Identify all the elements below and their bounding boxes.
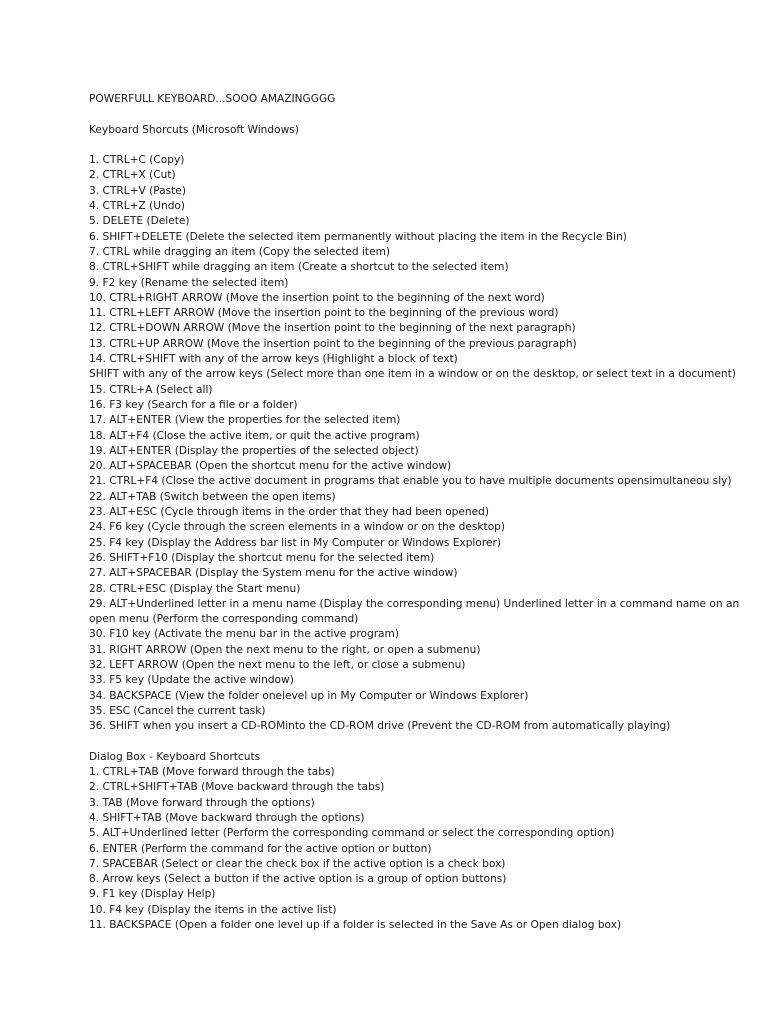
list-item: 35. ESC (Cancel the current task) [89, 704, 266, 717]
list-item: 26. SHIFT+F10 (Display the shortcut menu for the selected item) [89, 551, 435, 564]
list-item: 31. RIGHT ARROW (Open the next menu to the right, or open a submenu) [89, 643, 481, 656]
list-item: 11. BACKSPACE (Open a folder one level up if a folder is selected in the Save As or Open dialog box) [89, 919, 622, 932]
list-item: 14. CTRL+SHIFT with any of the arrow keys (Highlight a block of text) [89, 353, 458, 366]
list-item: 17. ALT+ENTER (View the properties for the selected item) [89, 414, 401, 427]
list-item: 18. ALT+F4 (Close the active item, or quit the active program) [89, 429, 420, 442]
list-item: 2. CTRL+SHIFT+TAB (Move backward through the tabs) [89, 781, 385, 794]
list-item: 4. SHIFT+TAB (Move backward through the options) [89, 811, 365, 824]
list-item: 32. LEFT ARROW (Open the next menu to the left, or close a submenu) [89, 658, 466, 671]
list-item: SHIFT with any of the arrow keys (Select more than one item in a window or on the desktop, or select text in a document) [89, 368, 736, 381]
list-item: 10. F4 key (Display the items in the active list) [89, 903, 337, 916]
list-item: 11. CTRL+LEFT ARROW (Move the insertion point to the beginning of the previous word) [89, 307, 559, 320]
list-item: 20. ALT+SPACEBAR (Open the shortcut menu for the active window) [89, 460, 452, 473]
list-item: 10. CTRL+RIGHT ARROW (Move the insertion point to the beginning of the next word) [89, 291, 545, 304]
list-item: 1. CTRL+C (Copy) [89, 154, 185, 167]
dialog-box-shortcuts-list [89, 765, 759, 933]
list-item: 33. F5 key (Update the active window) [89, 674, 294, 687]
list-item: 21. CTRL+F4 (Close the active document in programs that enable you to have multiple documents opensimultaneou sly) [89, 475, 732, 488]
blank-line [89, 734, 759, 749]
list-item: 8. Arrow keys (Select a button if the active option is a group of option buttons) [89, 873, 507, 886]
list-item: 15. CTRL+A (Select all) [89, 383, 213, 396]
list-item: 7. CTRL while dragging an item (Copy the selected item) [89, 245, 391, 258]
section-heading-dialog-box-shortcuts: Dialog Box - Keyboard Shortcuts [89, 750, 261, 763]
list-item: 23. ALT+ESC (Cycle through items in the order that they had been opened) [89, 506, 489, 519]
list-item: 1. CTRL+TAB (Move forward through the tabs) [89, 766, 335, 779]
list-item: 4. CTRL+Z (Undo) [89, 200, 186, 213]
list-item: 30. F10 key (Activate the menu bar in the active program) [89, 628, 400, 641]
list-item: 36. SHIFT when you insert a CD-ROMinto the CD-ROM drive (Prevent the CD-ROM from automatically playing) [89, 720, 671, 733]
list-item: 5. DELETE (Delete) [89, 215, 190, 228]
list-item: 8. CTRL+SHIFT while dragging an item (Create a shortcut to the selected item) [89, 261, 509, 274]
list-item: open menu (Perform the corresponding command) [89, 613, 359, 626]
list-item: 28. CTRL+ESC (Display the Start menu) [89, 582, 301, 595]
list-item: 3. CTRL+V (Paste) [89, 184, 186, 197]
blank-line [89, 138, 759, 153]
list-item: 29. ALT+Underlined letter in a menu name (Display the corresponding menu) Underlined letter in a command name on an [89, 597, 740, 610]
blank-line [89, 107, 759, 122]
list-item: 6. ENTER (Perform the command for the active option or button) [89, 842, 432, 855]
list-item: 25. F4 key (Display the Address bar list in My Computer or Windows Explorer) [89, 536, 501, 549]
list-item: 13. CTRL+UP ARROW (Move the insertion point to the beginning of the previous paragraph) [89, 337, 577, 350]
document-title: POWERFULL KEYBOARD...SOOO AMAZINGGGG [89, 93, 336, 105]
list-item: 3. TAB (Move forward through the options) [89, 796, 315, 809]
keyboard-shortcuts-list [89, 153, 759, 734]
list-item: 9. F1 key (Display Help) [89, 888, 216, 901]
list-item: 34. BACKSPACE (View the folder onelevel up in My Computer or Windows Explorer) [89, 689, 529, 702]
document-body [89, 92, 759, 933]
list-item: 7. SPACEBAR (Select or clear the check box if the active option is a check box) [89, 857, 506, 870]
list-item: 9. F2 key (Rename the selected item) [89, 276, 289, 289]
section-heading-keyboard-shortcuts: Keyboard Shorcuts (Microsoft Windows) [89, 123, 299, 136]
list-item: 12. CTRL+DOWN ARROW (Move the insertion point to the beginning of the next paragraph) [89, 322, 576, 335]
list-item: 5. ALT+Underlined letter (Perform the corresponding command or select the corresponding option) [89, 827, 615, 840]
list-item: 16. F3 key (Search for a file or a folder) [89, 398, 298, 411]
list-item: 24. F6 key (Cycle through the screen elements in a window or on the desktop) [89, 521, 506, 534]
list-item: 19. ALT+ENTER (Display the properties of the selected object) [89, 444, 419, 457]
list-item: 2. CTRL+X (Cut) [89, 169, 176, 182]
list-item: 22. ALT+TAB (Switch between the open items) [89, 490, 336, 503]
list-item: 27. ALT+SPACEBAR (Display the System menu for the active window) [89, 567, 458, 580]
list-item: 6. SHIFT+DELETE (Delete the selected item permanently without placing the item in the Recycle Bin) [89, 230, 627, 243]
